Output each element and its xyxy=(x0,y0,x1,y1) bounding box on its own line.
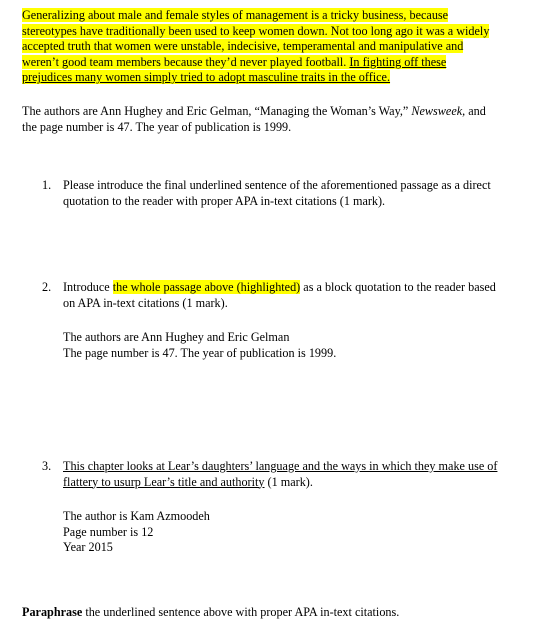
question-2-info-1: The authors are Ann Hughey and Eric Gelman xyxy=(63,330,290,344)
question-2-info-2: The page number is 47. The year of publication is 1999. xyxy=(63,345,337,360)
question-1 xyxy=(63,178,491,209)
source-journal: Newsweek, xyxy=(411,104,466,118)
paraphrase-instruction: Paraphrase the underlined sentence above with proper APA in-text citations. xyxy=(22,605,400,619)
question-3-underlined-1: This chapter looks at Lear’s daughters’ language and the ways in which they make use of xyxy=(63,459,498,473)
question-1-line-2: quotation to the reader with proper APA in-text citations (1 mark). xyxy=(63,193,386,208)
question-1-number: 1. xyxy=(42,178,52,192)
passage-underlined-part-1: In fighting off these xyxy=(349,54,447,69)
passage-line-1: Generalizing about male and female styles of management is a tricky business, because xyxy=(22,8,449,22)
passage-line-3: accepted truth that women were unstable, indecisive, temperamental and manipulative and xyxy=(22,39,464,54)
question-2-highlight: the whole passage above (highlighted) xyxy=(112,280,301,294)
question-3-info-2: Page number is 12 xyxy=(63,524,154,539)
source-info-line-1: The authors are Ann Hughey and Eric Gelman, “Managing the Woman’s Way,” xyxy=(22,104,412,118)
source-info: The authors are Ann Hughey and Eric Gelman, “Managing the Woman’s Way,” Newsweek, and the page number is 47. The year of publication is 1999. xyxy=(22,104,486,134)
question-3: This chapter looks at Lear’s daughters’ language and the ways in which they make use of flattery to usurp Lear’s title and authority (1 mark). xyxy=(63,459,498,489)
question-3-info-3: Year 2015 xyxy=(63,540,113,555)
highlighted-passage xyxy=(22,8,489,86)
question-3-number: 3. xyxy=(42,459,52,473)
source-info-line-2: the page number is 47. The year of publication is 1999. xyxy=(22,119,292,134)
passage-line-4: weren’t good team members because they’d never played football. xyxy=(22,54,347,69)
question-2-number: 2. xyxy=(42,280,52,294)
question-1-line-1: Please introduce the final underlined sentence of the aforementioned passage as a direct xyxy=(63,178,491,192)
passage-underlined-part-2: prejudices many women simply tried to adopt masculine traits in the office. xyxy=(22,70,391,85)
passage-line-2: stereotypes have traditionally been used to keep women down. Not too long ago it was a widely xyxy=(22,23,490,38)
question-3-underlined-2: flattery to usurp Lear’s title and authority xyxy=(63,474,265,489)
question-2-source-info xyxy=(63,330,336,361)
question-2-line-2: on APA in-text citations (1 mark). xyxy=(63,295,228,310)
question-2: Introduce the whole passage above (highlighted) as a block quotation to the reader based on APA in-text citations (1 mark). xyxy=(63,280,496,310)
question-3-info-1: The author is Kam Azmoodeh xyxy=(63,509,210,523)
paraphrase-label: Paraphrase xyxy=(22,605,83,619)
question-3-source-info xyxy=(63,509,210,556)
